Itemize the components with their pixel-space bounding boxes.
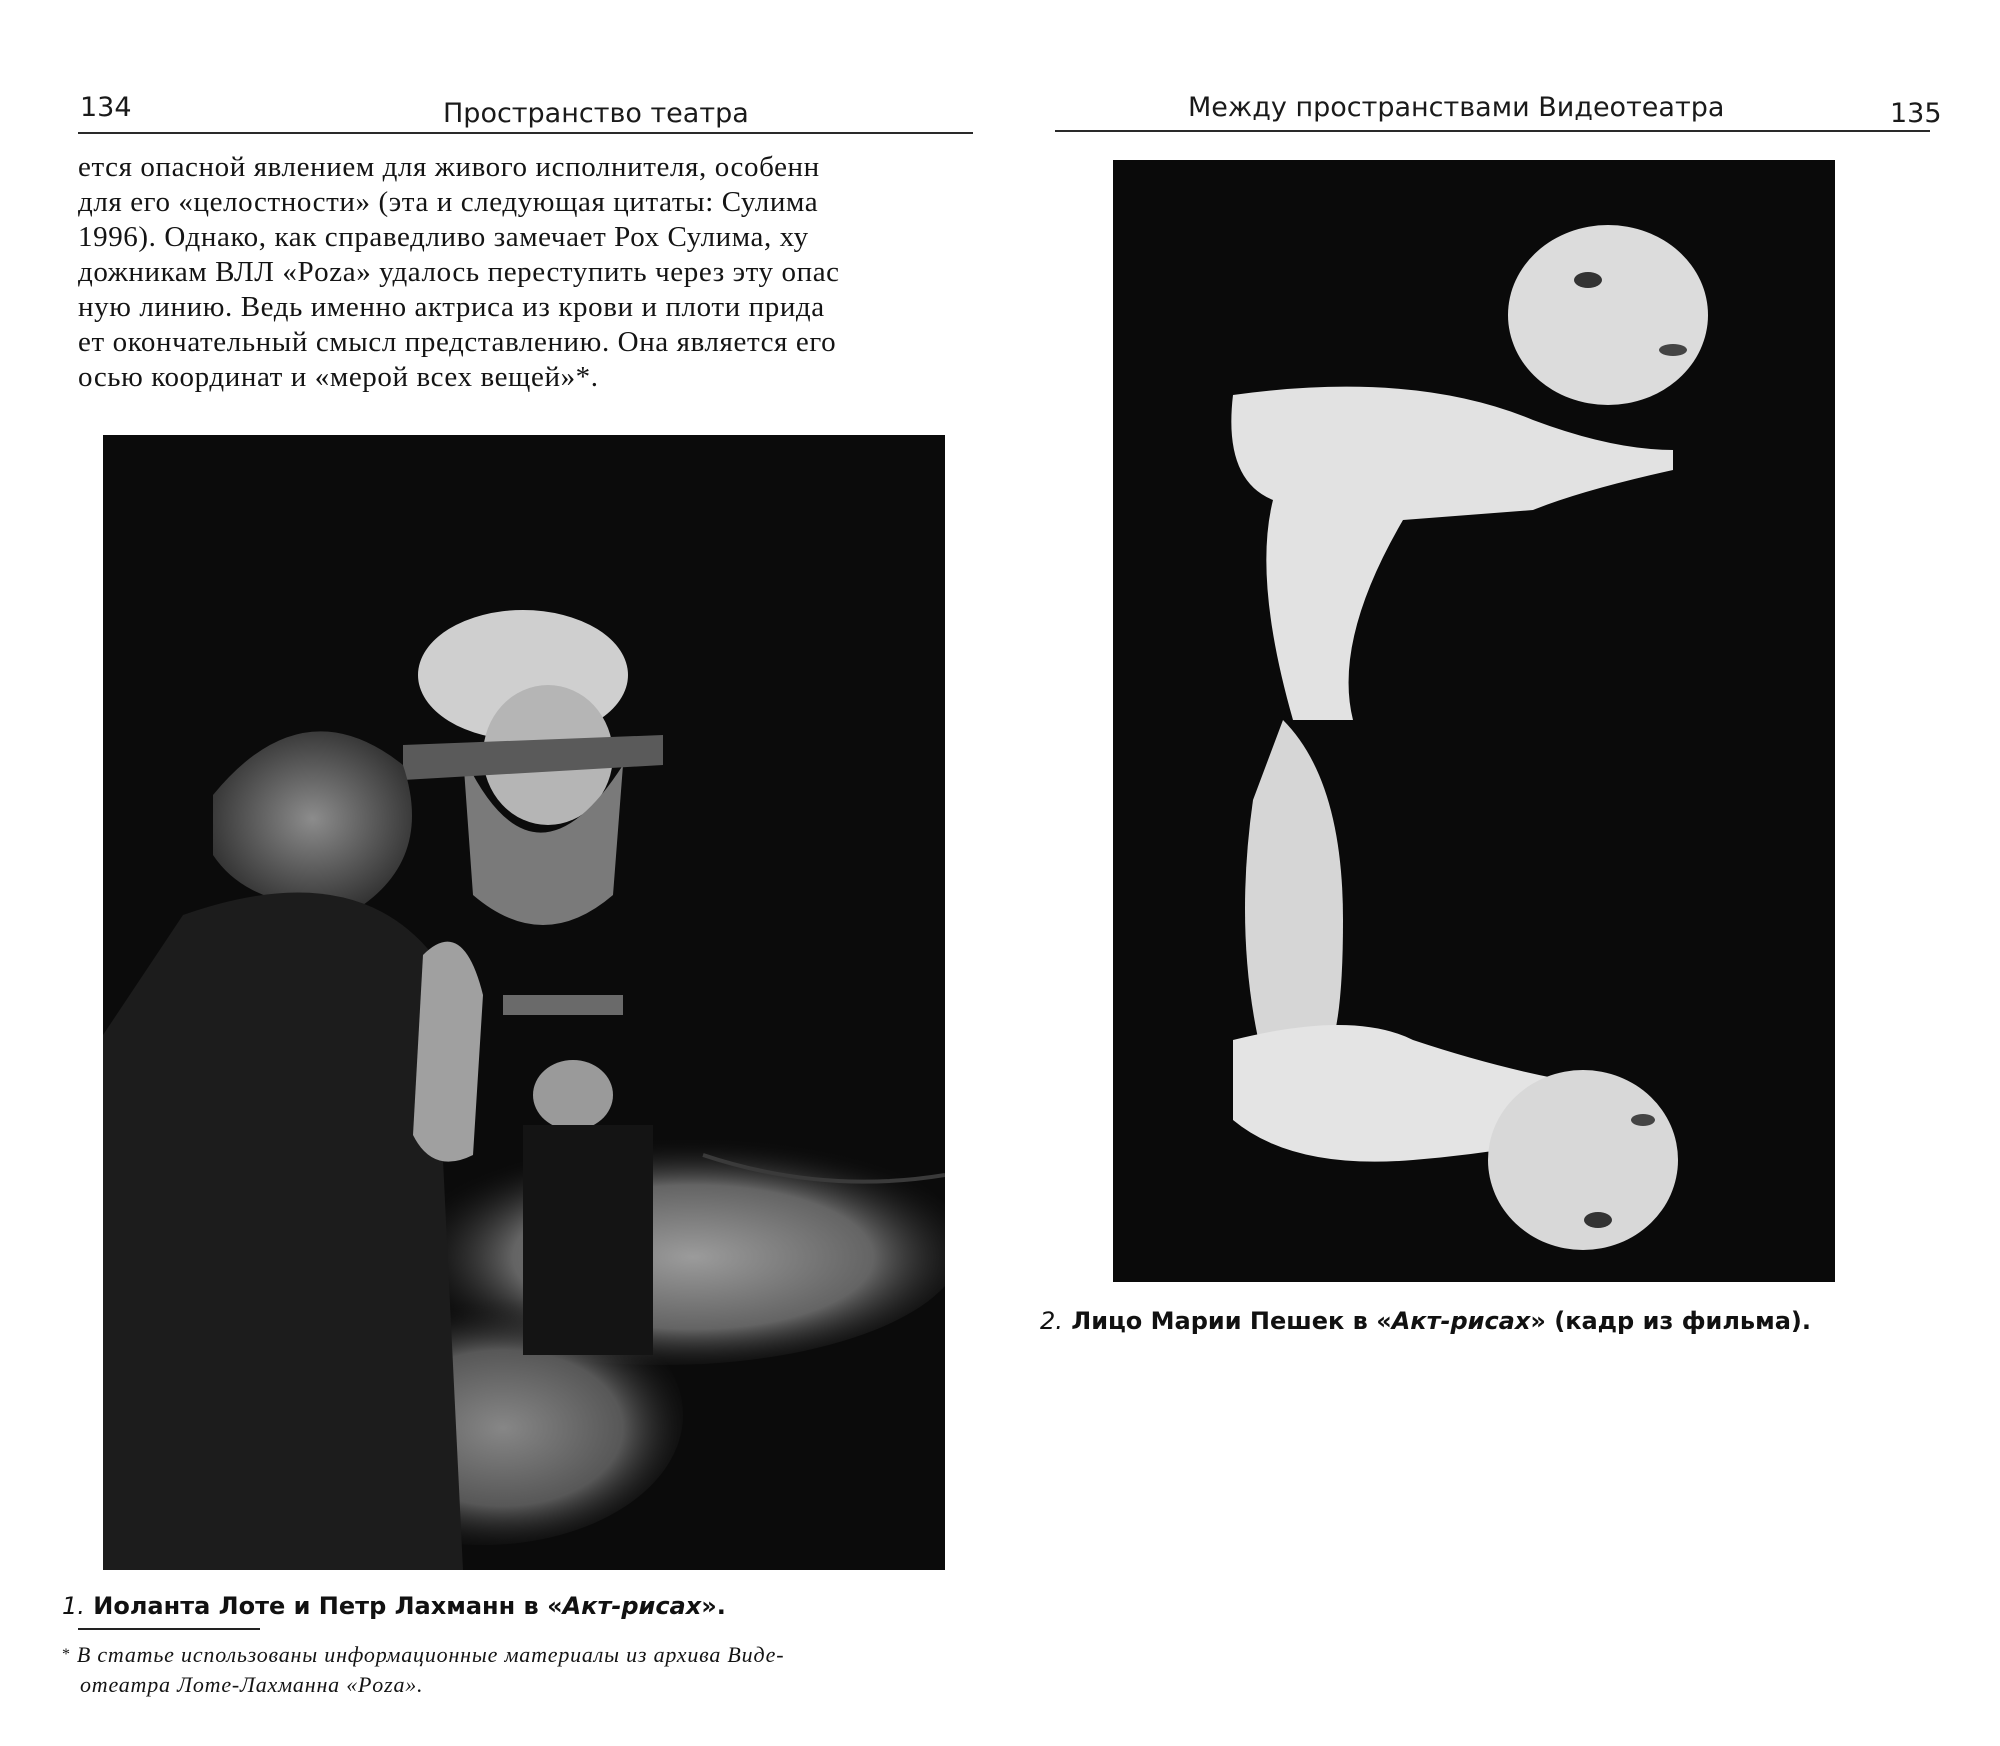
text-line: ется опасной явлением для живого исполнителя, особенн (78, 151, 820, 183)
figure-1-number: 1. (62, 1592, 85, 1620)
text-line: дожникам ВЛЛ «Poza» удалось переступить через эту опас (78, 256, 840, 288)
figure-2-caption-lead: Лицо Марии Пешек в « (1071, 1307, 1392, 1335)
header-rule-right (1055, 130, 1930, 132)
header-rule-left (78, 132, 973, 134)
footnote (62, 1640, 982, 1700)
running-head-right: Между пространствами Видеотеатра (1188, 92, 1725, 123)
stage-photo-illustration (103, 435, 945, 1570)
text-line: осью координат и «мерой всех вещей»*. (78, 361, 599, 393)
footnote-line: В статье использованы информационные материалы из архива Виде- (76, 1642, 785, 1667)
footnote-line: отеатра Лоте-Лахманна «Poza». (80, 1672, 424, 1697)
figure-2-caption-title: Акт-рисах (1391, 1307, 1531, 1335)
text-line: ную линию. Ведь именно актриса из крови и плоти прида (78, 291, 825, 323)
text-line: ет окончательный смысл представлению. Она является его (78, 326, 837, 358)
figure-1-caption-lead: Иоланта Лоте и Петр Лахманн в « (93, 1592, 563, 1620)
page-number-left: 134 (80, 92, 132, 123)
body-text (78, 150, 978, 395)
figure-1-caption-title: Акт-рисах (562, 1592, 702, 1620)
right-page (1000, 0, 2000, 1746)
text-line: для его «целостности» (эта и следующая цитаты: Сулима (78, 186, 819, 218)
figure-2-number: 2. (1040, 1307, 1063, 1335)
footnote-mark: * (62, 1646, 71, 1663)
figure-2-photo (1113, 160, 1835, 1282)
footnote-rule (78, 1628, 260, 1630)
figure-1-caption (62, 1592, 726, 1620)
text-line: 1996). Однако, как справедливо замечает Рох Сулима, ху (78, 221, 809, 253)
running-head-left: Пространство театра (443, 98, 749, 129)
figure-2-caption (1040, 1307, 1811, 1335)
page-number-right: 135 (1890, 98, 1942, 129)
figure-1-caption-tail: ». (701, 1592, 726, 1620)
figure-1-photo (103, 435, 945, 1570)
doll-photo-illustration (1113, 160, 1835, 1282)
figure-2-caption-tail: » (кадр из фильма). (1530, 1307, 1811, 1335)
